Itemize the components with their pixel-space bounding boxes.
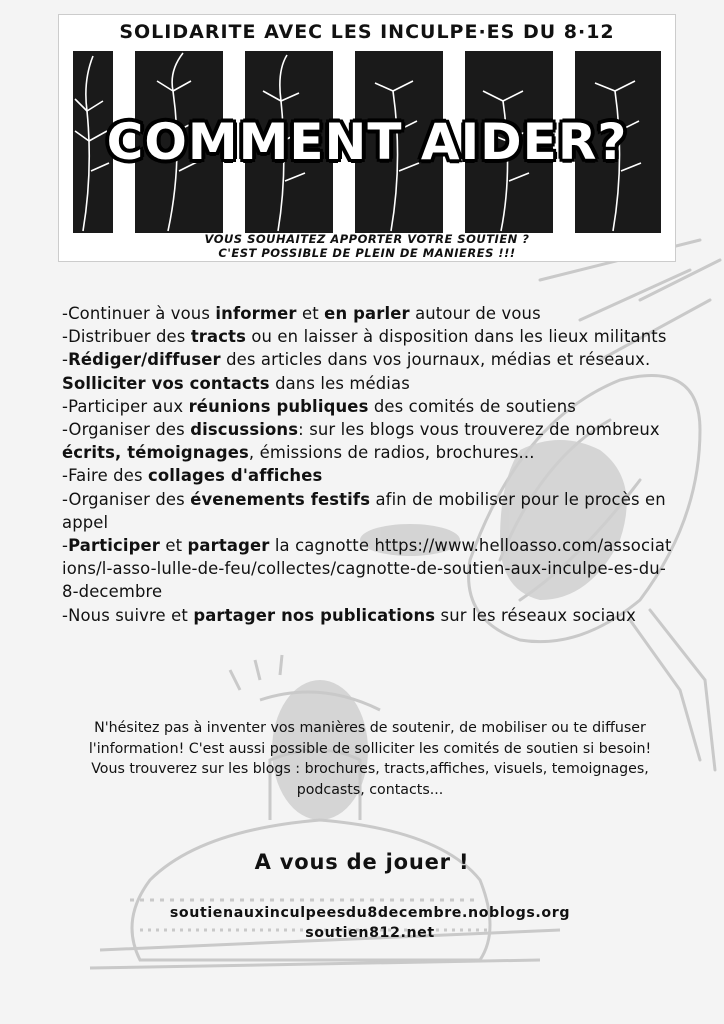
emphasis-text: évenements festifs: [190, 489, 371, 509]
emphasis-text: collages d'affiches: [148, 466, 323, 486]
website-links: [0, 903, 724, 943]
action-text: ou en laisser à disposition dans les lieux militants: [246, 327, 667, 347]
action-text: -Participer aux: [62, 396, 189, 416]
action-item: [62, 488, 672, 534]
emphasis-text: Rédiger/diffuser: [68, 350, 221, 370]
emphasis-text: Solliciter vos contacts: [62, 373, 270, 393]
action-item: [62, 464, 672, 487]
banner-header: SOLIDARITE AVEC LES INCULPE·ES DU 8·12: [119, 21, 615, 43]
banner-title: COMMENT AIDER?: [106, 113, 628, 171]
header-banner: [58, 14, 676, 262]
emphasis-text: Participer: [68, 536, 161, 556]
emphasis-text: partager: [187, 536, 270, 556]
emphasis-text: informer: [215, 304, 297, 323]
action-text: autour de vous: [409, 304, 541, 323]
action-text: -Organiser des: [62, 420, 191, 440]
action-item: [62, 302, 672, 325]
site-link[interactable]: soutien812.net: [305, 925, 435, 941]
action-text: -Distribuer des: [62, 327, 191, 347]
action-item: [62, 418, 672, 464]
note-line-blogs: Vous trouverez sur les blogs : brochures, tracts,affiches, visuels, temoignages, podcasts, contacts...: [91, 761, 649, 798]
action-text: afin de mobiliser pour le procès en appel: [62, 489, 666, 532]
action-text: dans les médias: [269, 373, 410, 393]
fundraiser-url[interactable]: https://www.helloasso.com/associations/l-asso-lulle-de-feu/collectes/cagnotte-de-soutien-aux-inculpe-es-du-8-decembre: [62, 536, 672, 602]
action-text: et: [296, 304, 325, 323]
call-to-action-heading: A vous de jouer !: [254, 850, 470, 874]
action-item: [62, 395, 672, 418]
note-line-invent: N'hésitez pas à inventer vos manières de soutenir, de mobiliser ou te diffuser l'information! C'est aussi possible de solliciter les comités de soutien si besoin!: [88, 720, 652, 757]
emphasis-text: partager nos publications: [193, 605, 436, 625]
action-item: [62, 325, 672, 348]
action-text: des articles dans vos journaux, médias et réseaux.: [220, 350, 651, 370]
action-text: -Continuer à vous: [62, 304, 216, 323]
banner-subtitle-line2: C'EST POSSIBLE DE PLEIN DE MANIERES !!!: [218, 246, 516, 260]
encouragement-note: [70, 718, 670, 800]
blog-link[interactable]: soutienauxinculpeesdu8decembre.noblogs.org: [169, 905, 571, 921]
action-item: [62, 534, 672, 604]
emphasis-text: en parler: [324, 304, 410, 323]
action-text: , émissions de radios, brochures...: [248, 443, 535, 463]
emphasis-text: tracts: [190, 327, 246, 347]
action-list: [62, 302, 672, 627]
banner-subtitle-line1: VOUS SOUHAITEZ APPORTER VOTRE SOUTIEN ?: [204, 232, 530, 246]
action-item: [62, 348, 672, 394]
action-text: sur les réseaux sociaux: [435, 605, 636, 625]
action-text: la cagnotte: [269, 536, 375, 556]
emphasis-text: écrits, témoignages: [62, 443, 249, 463]
action-text: des comités de soutiens: [368, 396, 576, 416]
emphasis-text: réunions publiques: [188, 396, 369, 416]
action-text: -Organiser des: [62, 489, 191, 509]
action-text: -: [62, 350, 69, 370]
action-item: [62, 604, 672, 627]
action-text: -: [62, 536, 69, 556]
action-text: -Faire des: [62, 466, 148, 486]
action-text: -Nous suivre et: [62, 605, 194, 625]
action-text: et: [160, 536, 188, 556]
action-text: : sur les blogs vous trouverez de nombreux: [298, 420, 660, 440]
emphasis-text: discussions: [190, 420, 299, 440]
